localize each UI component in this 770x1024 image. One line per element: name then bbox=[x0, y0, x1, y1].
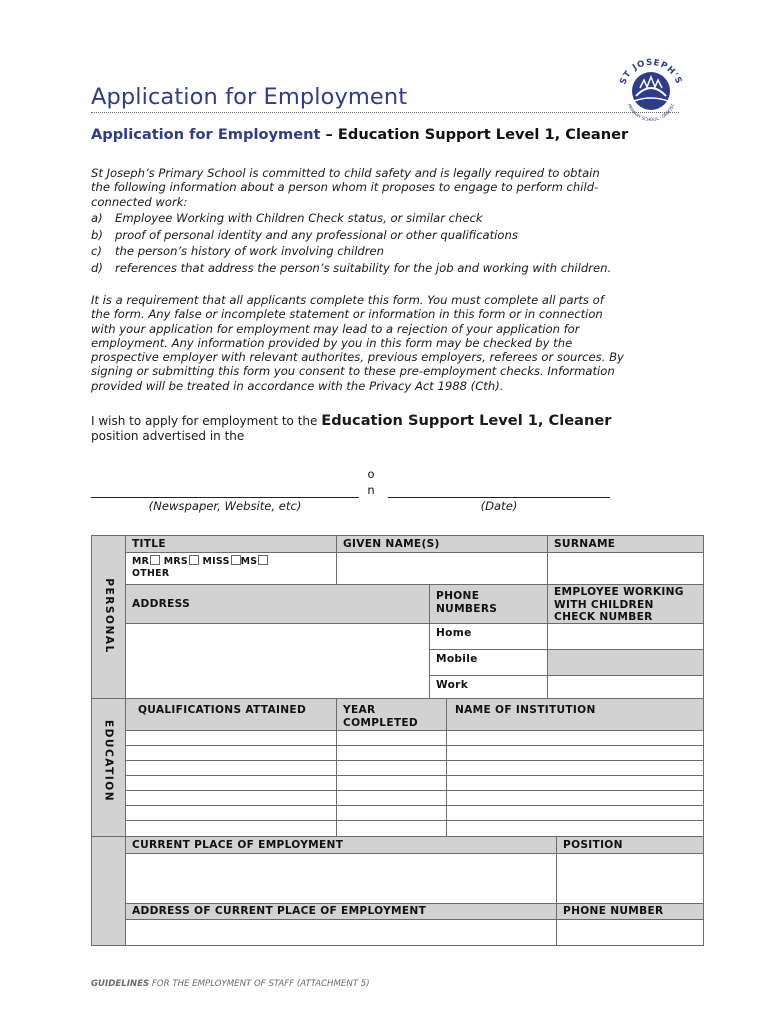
employment-side-label-cell bbox=[91, 836, 126, 946]
year-input[interactable] bbox=[336, 760, 447, 776]
intro-line: St Joseph’s Primary School is committed to child safety and is legally required to obtain bbox=[91, 166, 600, 180]
newspaper-caption: (Newspaper, Website, etc) bbox=[148, 499, 302, 513]
education-section-label: EDUCATION bbox=[102, 719, 115, 803]
requirement-line: the form. Any false or incomplete statement or information in this form or in connection bbox=[91, 307, 603, 322]
personal-section-label: PERSONAL bbox=[103, 578, 115, 654]
position-header: POSITION bbox=[556, 836, 704, 854]
required-info-list bbox=[91, 210, 611, 276]
surname-input[interactable] bbox=[547, 552, 704, 585]
title-option-mr[interactable]: MR bbox=[132, 556, 160, 567]
home-phone-input[interactable]: Home bbox=[429, 623, 548, 650]
phone-numbers-header: PHONE NUMBERS bbox=[429, 584, 548, 624]
qualification-input[interactable] bbox=[125, 760, 337, 776]
logo-subtext: PRIMARY SCHOOL · ORBOST bbox=[625, 103, 677, 124]
employment-phone-header: PHONE NUMBER bbox=[556, 903, 704, 920]
title-option-miss[interactable]: MISS bbox=[203, 556, 241, 567]
institution-input[interactable] bbox=[446, 805, 704, 821]
date-field[interactable] bbox=[388, 497, 610, 498]
intro-line: the following information about a person whom it proposes to engage to perform child- bbox=[91, 180, 599, 195]
apply-tail: position advertised in the bbox=[91, 429, 245, 443]
qualifications-header: QUALIFICATIONS ATTAINED bbox=[125, 698, 337, 731]
institution-input[interactable] bbox=[446, 775, 704, 791]
newspaper-field[interactable] bbox=[91, 497, 359, 498]
institution-input[interactable] bbox=[446, 760, 704, 776]
position-input[interactable] bbox=[556, 853, 704, 904]
institution-header: NAME OF INSTITUTION bbox=[446, 698, 704, 731]
list-item: d) references that address the person’s suitability for the job and working with children. bbox=[91, 260, 612, 275]
year-input[interactable] bbox=[336, 790, 447, 806]
qualification-input[interactable] bbox=[125, 745, 337, 761]
requirement-line: signing or submitting this form you consent to these pre-employment checks. Information bbox=[91, 364, 615, 379]
subtitle-part1: Application for Employment bbox=[91, 126, 321, 143]
institution-input[interactable] bbox=[446, 730, 704, 746]
requirement-line: employment. Any information provided by you in this form may be checked by the bbox=[91, 335, 573, 350]
given-names-input[interactable] bbox=[336, 552, 548, 585]
employment-phone-input[interactable] bbox=[556, 919, 704, 946]
wwc-extra-input[interactable] bbox=[547, 675, 704, 699]
mr-checkbox[interactable] bbox=[150, 555, 160, 565]
title-option-ms[interactable]: MS bbox=[241, 556, 269, 567]
list-item: a) Employee Working with Children Check status, or similar check bbox=[91, 211, 483, 225]
school-logo bbox=[614, 52, 688, 126]
requirement-line: prospective employer with relevant authorites, previous employers, referees or sources. By bbox=[91, 350, 624, 365]
title-header: TITLE bbox=[125, 535, 337, 553]
institution-input[interactable] bbox=[446, 790, 704, 806]
apply-position: Education Support Level 1, Cleaner bbox=[321, 412, 612, 429]
year-input[interactable] bbox=[336, 805, 447, 821]
title-other-label: OTHER bbox=[132, 568, 170, 579]
qualification-input[interactable] bbox=[125, 805, 337, 821]
qualification-input[interactable] bbox=[125, 775, 337, 791]
current-employment-input[interactable] bbox=[125, 853, 557, 904]
apply-statement bbox=[91, 413, 612, 444]
page-title: Application for Employment bbox=[91, 84, 408, 110]
year-input[interactable] bbox=[336, 820, 447, 837]
employment-address-input[interactable] bbox=[125, 919, 557, 946]
address-input[interactable] bbox=[125, 623, 430, 699]
employment-address-header: ADDRESS OF CURRENT PLACE OF EMPLOYMENT bbox=[125, 903, 557, 920]
title-option-mrs[interactable]: MRS bbox=[164, 556, 199, 567]
qualification-input[interactable] bbox=[125, 730, 337, 746]
year-completed-header: YEAR COMPLETED bbox=[336, 698, 447, 731]
wwc-number-input[interactable] bbox=[547, 623, 704, 650]
year-input[interactable] bbox=[336, 775, 447, 791]
miss-checkbox[interactable] bbox=[231, 555, 241, 565]
wwc-blank-cell bbox=[547, 649, 704, 676]
address-header: ADDRESS bbox=[125, 584, 430, 624]
intro-paragraph bbox=[91, 166, 600, 209]
requirement-line: It is a requirement that all applicants complete this form. You must complete all parts of bbox=[91, 293, 604, 307]
logo-text: ST JOSEPH'S bbox=[618, 57, 684, 87]
apply-lead: I wish to apply for employment to the bbox=[91, 414, 322, 428]
institution-input[interactable] bbox=[446, 820, 704, 837]
footer-rest: FOR THE EMPLOYMENT OF STAFF (ATTACHMENT 5) bbox=[149, 979, 370, 989]
surname-header: SURNAME bbox=[547, 535, 704, 553]
form-subtitle bbox=[91, 126, 628, 143]
requirement-line: with your application for employment may lead to a rejection of your application for bbox=[91, 321, 580, 336]
footer-bold: GUIDELINES bbox=[91, 979, 150, 989]
given-names-header: GIVEN NAME(S) bbox=[336, 535, 548, 553]
intro-line: connected work: bbox=[91, 194, 188, 209]
list-item: c) the person’s history of work involving children bbox=[91, 244, 385, 258]
year-input[interactable] bbox=[336, 745, 447, 761]
ms-checkbox[interactable] bbox=[258, 555, 268, 565]
wwc-check-header: EMPLOYEE WORKING WITH CHILDREN CHECK NUMBER bbox=[547, 584, 704, 624]
title-divider bbox=[91, 112, 679, 113]
list-item: b) proof of personal identity and any professional or other qualifications bbox=[91, 227, 518, 242]
institution-input[interactable] bbox=[446, 745, 704, 761]
subtitle-dash: – bbox=[320, 126, 338, 143]
requirement-paragraph bbox=[91, 293, 624, 393]
qualification-input[interactable] bbox=[125, 820, 337, 837]
date-caption: (Date) bbox=[480, 499, 518, 513]
page-footer bbox=[91, 979, 370, 989]
mrs-checkbox[interactable] bbox=[189, 555, 199, 565]
work-phone-input[interactable]: Work bbox=[429, 675, 548, 699]
year-input[interactable] bbox=[336, 730, 447, 746]
subtitle-position: Education Support Level 1, Cleaner bbox=[337, 126, 629, 143]
mobile-phone-input[interactable]: Mobile bbox=[429, 649, 548, 676]
qualification-input[interactable] bbox=[125, 790, 337, 806]
title-options-cell bbox=[125, 552, 337, 585]
requirement-line: provided will be treated in accordance with the Privacy Act 1988 (Cth). bbox=[91, 378, 504, 393]
current-employment-header: CURRENT PLACE OF EMPLOYMENT bbox=[125, 836, 557, 854]
on-label: o n bbox=[367, 467, 375, 497]
